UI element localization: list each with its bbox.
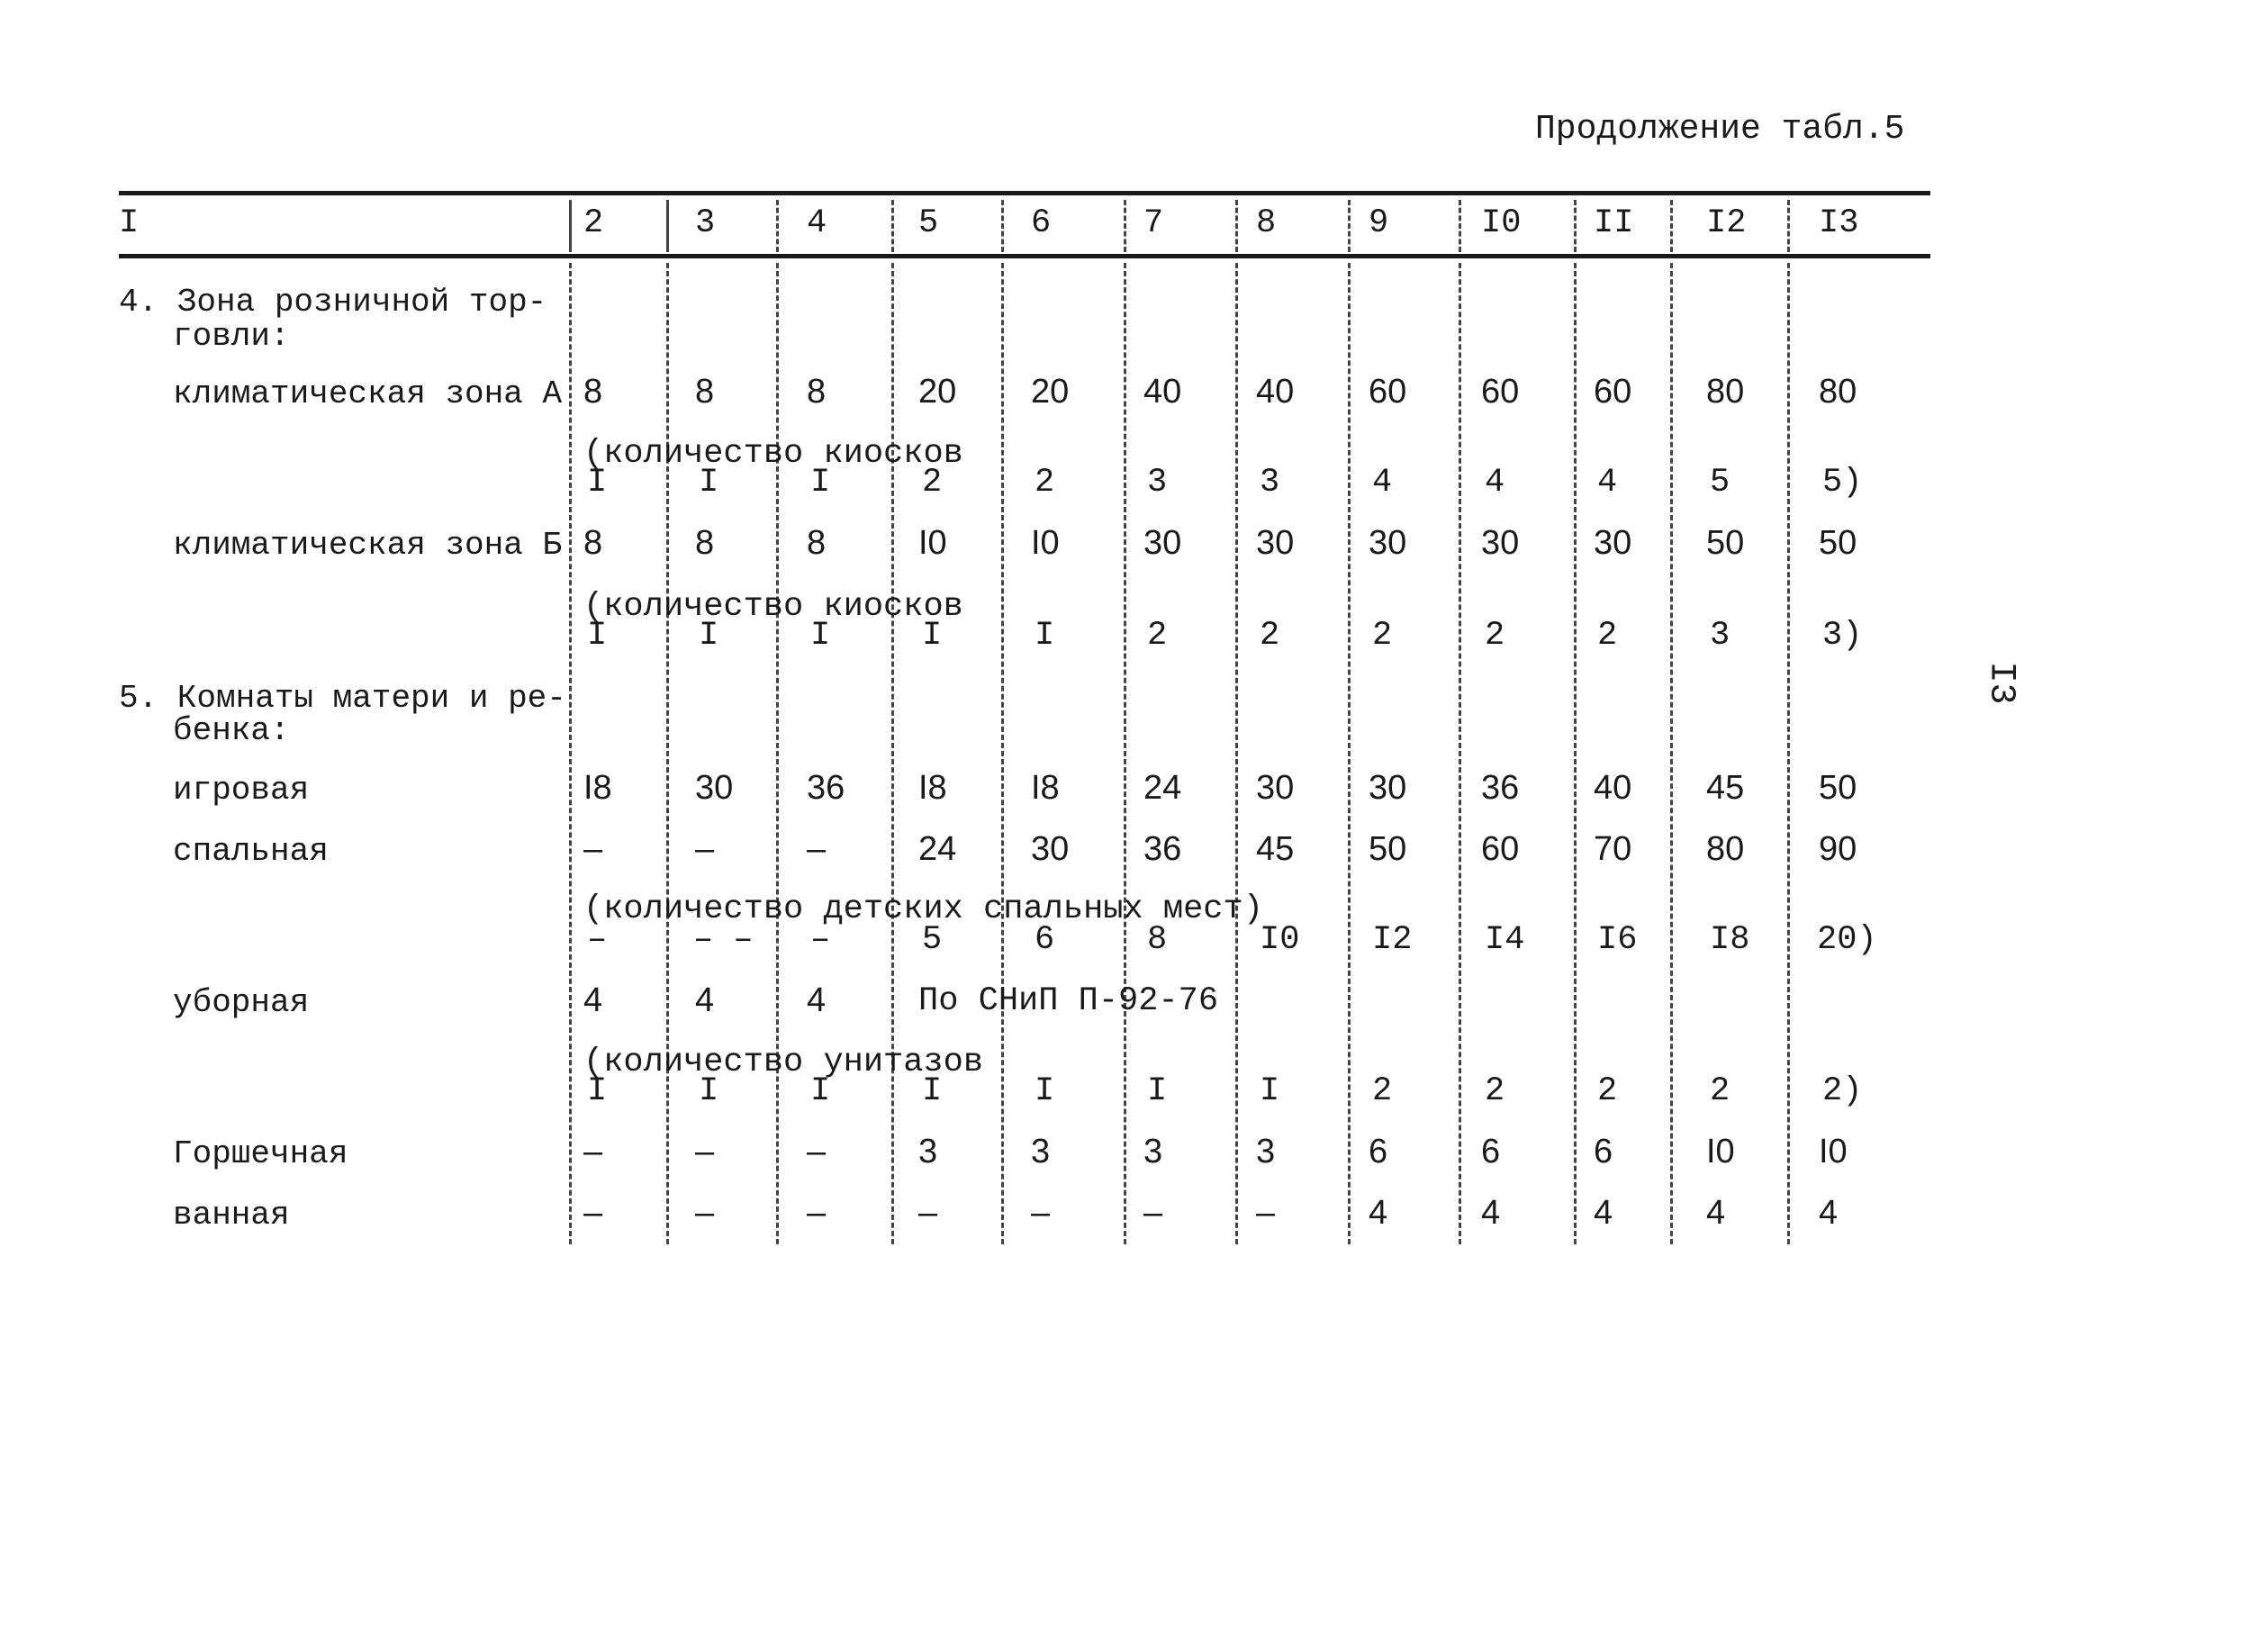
table-cell: 6 [1481,1133,1501,1170]
table-cell: 40 [1143,373,1182,411]
header-separator [1235,200,1238,252]
table-cell: 3) [1822,617,1863,655]
table-cell: 3 [1256,1133,1276,1170]
header-cell: 3 [695,204,716,242]
table-cell: I [922,617,943,655]
table-cell: 90 [1819,830,1857,868]
column-separator [1670,263,1673,1244]
table-cell: – [587,921,608,959]
table-cell: 8 [1147,921,1168,959]
table-cell: – [583,1194,603,1232]
table-cell: 5 [1710,464,1730,502]
table-cell: 70 [1594,830,1632,868]
row-label: Горшечная [173,1135,348,1172]
table-cell: I8 [1710,921,1750,959]
table-cell: 6 [1369,1133,1388,1170]
table-cell: 3 [1710,617,1730,655]
header-cell: I0 [1481,204,1522,242]
table-cell: I2 [1372,921,1413,959]
table-cell: 2 [1147,617,1168,655]
header-cell: I3 [1819,204,1859,242]
section-title: бенка: [173,712,290,749]
table-cell: 8 [583,524,603,562]
table-cell: 6 [1594,1133,1613,1170]
table-cell: 30 [1031,830,1070,868]
table-cell: – [810,921,831,959]
table-cell: 4 [1594,1194,1613,1232]
column-separator [666,263,669,1244]
header-cell: 2 [583,204,604,242]
table-cell: 40 [1594,769,1632,807]
row-note: (количество киосков [583,435,963,473]
table-cell: I [699,617,719,655]
table-cell: I [810,464,831,502]
table-cell: – [918,1194,938,1232]
table-cell: 4 [1706,1194,1726,1232]
table-cell: 3 [1260,464,1280,502]
column-separator [569,263,572,1244]
header-separator [891,200,894,252]
header-separator [569,200,572,252]
table-cell: – [695,1133,715,1170]
table-cell: 5 [922,921,943,959]
row-note: (количество детских спальных мест) [583,890,1263,928]
table-cell: 24 [918,830,957,868]
table-cell: I [922,1072,943,1110]
table-cell: 8 [807,373,827,411]
row-note: По СНиП П-92-76 [918,982,1219,1020]
table-cell: – [583,1133,603,1170]
table-cell: – [1256,1194,1276,1232]
row-label: климатическая зона Б [173,527,563,564]
table-cell: 2 [1485,1072,1505,1110]
section-title: говли: [173,318,290,355]
table-cell: 60 [1481,830,1520,868]
column-separator [1235,263,1238,1244]
table-cell: 4 [1369,1194,1388,1232]
table-cell: 6 [1035,921,1055,959]
column-separator [776,263,779,1244]
table-cell: I [587,617,608,655]
row-note: (количество киосков [583,588,963,626]
table-cell: I [1035,617,1055,655]
table-cell: – [1143,1194,1163,1232]
table-cell: 2 [1372,617,1393,655]
row-label: ванная [173,1197,290,1234]
column-separator [1574,263,1577,1244]
header-separator [1787,200,1790,252]
table-cell: 5) [1822,464,1863,502]
header-separator [1348,200,1351,252]
table-cell: – [695,1194,715,1232]
table-cell: 24 [1143,769,1182,807]
table-cell: 4 [695,981,715,1019]
column-separator [1459,263,1461,1244]
table-caption: Продолжение табл.5 [1535,110,1905,149]
table-cell: I [1260,1072,1280,1110]
column-separator [1124,263,1126,1244]
table-cell: 3 [918,1133,938,1170]
table-cell: 30 [1369,769,1407,807]
table-cell: 8 [583,373,603,411]
table-cell: 36 [807,769,845,807]
table-cell: I0 [1260,921,1300,959]
header-cell: II [1594,204,1634,242]
table-cell: 40 [1256,373,1295,411]
table-cell: I [1035,1072,1055,1110]
row-label: климатическая зона А [173,375,563,412]
section-title: 5. Комнаты матери и ре- [119,680,566,717]
header-cell: 9 [1369,204,1389,242]
table-cell: 30 [1594,524,1632,562]
table-cell: I6 [1597,921,1638,959]
header-cell: 6 [1031,204,1052,242]
header-separator [1574,200,1577,252]
table-cell: 45 [1706,769,1745,807]
table-cell: 4 [1485,464,1505,502]
table-cell: I0 [1819,1133,1848,1170]
table-cell: – [695,830,715,868]
table-cell: 4 [807,981,827,1019]
table-cell: 8 [695,524,715,562]
section-title: 4. Зона розничной тор- [119,284,547,321]
table-cell: 2 [922,464,943,502]
table-cell: I0 [1706,1133,1735,1170]
table-cell: 36 [1143,830,1182,868]
table-cell: 2 [1597,1072,1618,1110]
table-top-rule [119,191,1930,195]
table-cell: 4 [583,981,603,1019]
table-cell: – [807,830,827,868]
table-cell: 30 [1143,524,1182,562]
table-cell: – [1031,1194,1051,1232]
table-header-rule [119,254,1930,258]
row-note: (количество унитазов [583,1044,984,1081]
table-cell: 4 [1372,464,1393,502]
header-cell: I2 [1706,204,1747,242]
column-separator [891,263,894,1244]
table-cell: 50 [1819,769,1857,807]
header-separator [666,200,669,252]
header-cell: 8 [1256,204,1277,242]
table-cell: 30 [695,769,734,807]
table-cell: 36 [1481,769,1520,807]
table-cell: 30 [1369,524,1407,562]
row-label: игровая [173,772,310,809]
table-cell: 2) [1822,1072,1863,1110]
header-cell: I [119,204,140,242]
table-cell: 50 [1369,830,1407,868]
header-cell: 5 [918,204,939,242]
column-separator [1001,263,1004,1244]
table-cell: 8 [695,373,715,411]
header-separator [776,200,779,252]
table-cell: 20) [1817,921,1877,959]
table-cell: 4 [1597,464,1618,502]
header-separator [1670,200,1673,252]
header-separator [1124,200,1126,252]
table-cell: 80 [1706,830,1745,868]
table-cell: 2 [1260,617,1280,655]
table-cell: I4 [1485,921,1525,959]
table-cell: I8 [583,769,612,807]
table-cell: I [810,617,831,655]
table-cell: – – [693,921,754,959]
table-cell: 30 [1256,524,1295,562]
table-cell: 20 [918,373,957,411]
table-cell: 2 [1710,1072,1730,1110]
table-cell: 2 [1597,617,1618,655]
table-cell: I0 [918,524,947,562]
table-cell: I0 [1031,524,1060,562]
table-cell: I [587,464,608,502]
table-cell: 3 [1147,464,1168,502]
table-cell: 3 [1143,1133,1163,1170]
table-cell: 80 [1819,373,1857,411]
table-cell: 4 [1819,1194,1839,1232]
table-cell: 8 [807,524,827,562]
row-label: спальная [173,833,329,870]
header-separator [1459,200,1461,252]
table-cell: I [587,1072,608,1110]
table-cell: 50 [1706,524,1745,562]
table-cell: I [1147,1072,1168,1110]
table-cell: I [699,464,719,502]
table-cell: 3 [1031,1133,1051,1170]
table-cell: I [810,1072,831,1110]
table-cell: 2 [1035,464,1055,502]
table-cell: 50 [1819,524,1857,562]
table-cell: 2 [1485,617,1505,655]
table-cell: – [807,1133,827,1170]
column-separator [1787,263,1790,1244]
table-cell: 80 [1706,373,1745,411]
header-cell: 7 [1143,204,1164,242]
table-cell: I [699,1072,719,1110]
table-cell: – [807,1194,827,1232]
column-separator [1348,263,1351,1244]
table-cell: 2 [1372,1072,1393,1110]
header-separator [1001,200,1004,252]
table-cell: I8 [918,769,947,807]
table-cell: 4 [1481,1194,1501,1232]
table-cell: 45 [1256,830,1295,868]
table-cell: 30 [1481,524,1520,562]
header-cell: 4 [807,204,827,242]
table-cell: 60 [1369,373,1407,411]
table-cell: 60 [1594,373,1632,411]
row-label: уборная [173,984,310,1021]
table-cell: – [583,830,603,868]
table-cell: 20 [1031,373,1070,411]
table-cell: 60 [1481,373,1520,411]
page-number: I3 [1980,661,2021,705]
table-cell: I8 [1031,769,1060,807]
table-cell: 30 [1256,769,1295,807]
